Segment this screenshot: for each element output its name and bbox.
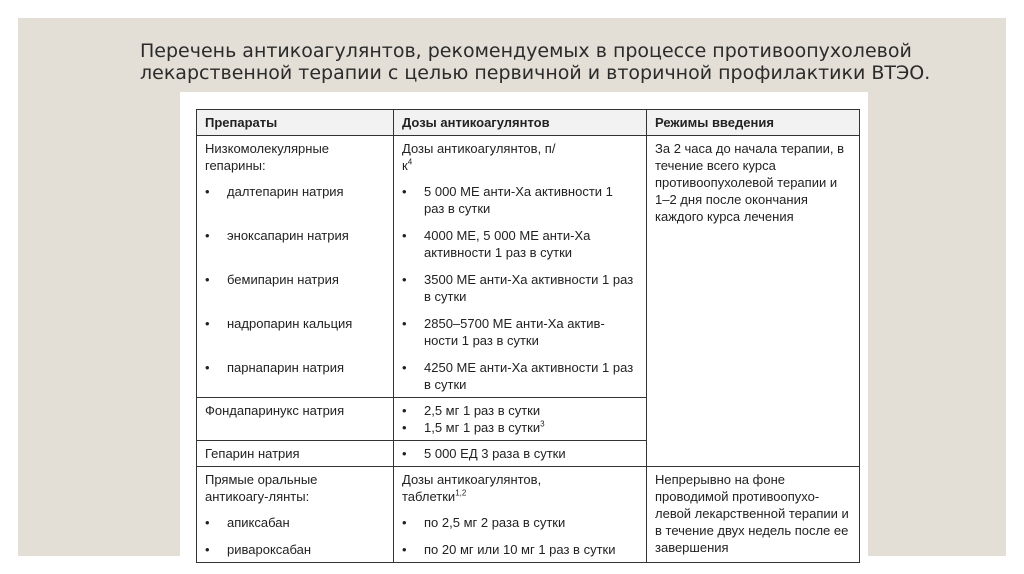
list-item: • 5 000 МЕ анти-Ха активности 1 раз в сутки [402, 184, 613, 216]
title-line-1: Перечень антикоагулянтов, рекомендуемых в процессе противоопухолевой [140, 40, 912, 62]
heparin-drug-cell: Гепарин натрия [197, 441, 394, 467]
list-item: • далтепарин натрия [205, 184, 344, 199]
title-line-2: лекарственной терапии с целью первичной и вторичной профилактики ВТЭО. [140, 62, 931, 84]
doac-drugs-cell [197, 467, 394, 563]
list-item: • 4000 МЕ, 5 000 МЕ анти-Ха активности 1 раз в сутки [402, 228, 591, 260]
list-item: • 5 000 ЕД 3 раза в сутки [402, 446, 566, 461]
list-item: • 3500 МЕ анти-Ха активности 1 раз в сутки [402, 272, 634, 304]
header-drugs: Препараты [197, 110, 394, 136]
table-panel [180, 92, 868, 574]
header-doses: Дозы антикоагулянтов [394, 110, 647, 136]
lmwh-drugs-cell [197, 136, 394, 398]
table-row-lmwh [197, 136, 860, 398]
lmwh-group-label: Низкомолекулярные гепарины: [205, 141, 330, 173]
list-item: • 4250 МЕ анти-Ха активности 1 раз в сутки [402, 360, 634, 392]
doac-dose-label: Дозы антикоагулянтов, таблетки$^{1,2}$ [402, 472, 542, 504]
lmwh-dose-label: Дозы антикоагулянтов, $п/к^4$ [402, 141, 556, 173]
list-item: • бемипарин натрия [205, 272, 339, 287]
fonda-drug-cell: Фондапаринукс натрия [197, 398, 394, 441]
anticoagulants-table [196, 109, 860, 563]
list-item: • парнапарин натрия [205, 360, 345, 375]
list-item: • надропарин кальция [205, 316, 353, 331]
table-row-doac [197, 467, 860, 563]
list-item: • 2850–5700 МЕ анти-Ха актив-ности 1 раз в сутки [402, 316, 605, 348]
table-header-row [197, 110, 860, 136]
doac-doses-cell [394, 467, 647, 563]
fonda-doses-cell [394, 398, 647, 441]
slide-title [140, 40, 931, 84]
list-item: • эноксапарин натрия [205, 228, 349, 243]
list-item: • 1,5 мг 1 раз в сутки$^3$ [402, 419, 545, 435]
heparin-dose-cell [394, 441, 647, 467]
list-item: • по 20 мг или 10 мг 1 раз в сутки [402, 542, 616, 557]
list-item: • по 2,5 мг 2 раза в сутки [402, 515, 566, 530]
header-regimens: Режимы введения [647, 110, 860, 136]
doac-regimen-cell: Непрерывно на фоне проводимой противоопухо-левой лекарственной терапии и в течение двух недель после ее завершения [647, 467, 860, 563]
list-item: • ривароксабан [205, 542, 312, 557]
list-item: • 2,5 мг 1 раз в сутки [402, 403, 541, 418]
lmwh-regimen-cell: За 2 часа до начала терапии, в течение всего курса противоопухолевой терапии и 1–2 дня после окончания каждого курса лечения [647, 136, 860, 467]
lmwh-doses-cell [394, 136, 647, 398]
doac-group-label: Прямые оральные антикоагу-лянты: [205, 472, 318, 504]
list-item: • апиксабан [205, 515, 290, 530]
